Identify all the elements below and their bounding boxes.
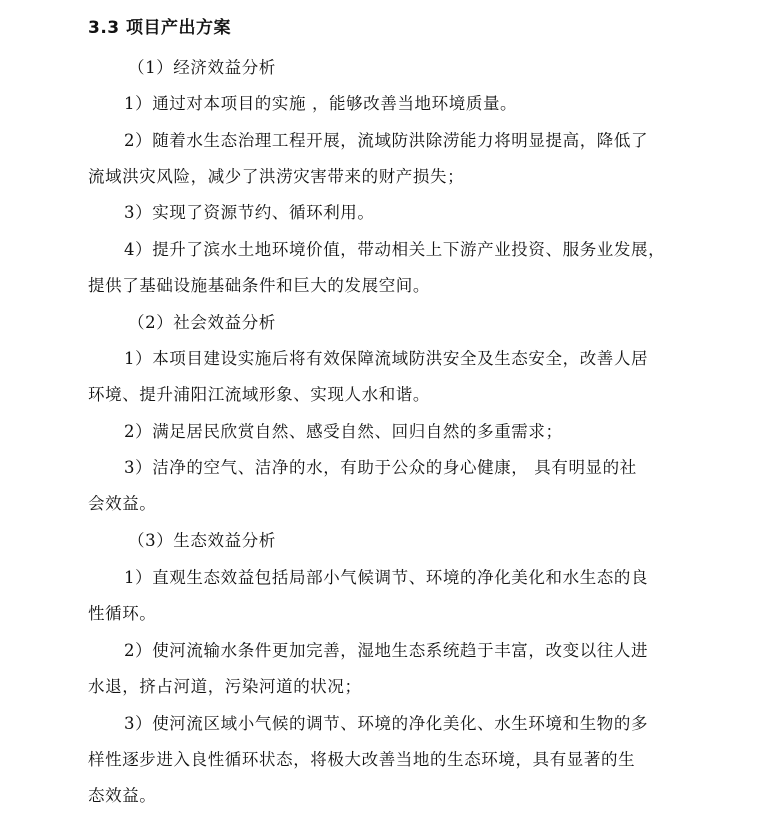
economic-item-2-line-2: 流域洪灾风险，减少了洪涝灾害带来的财产损失； xyxy=(88,167,465,186)
section-title: 项目产出方案 xyxy=(126,18,232,38)
ecological-item-3-line-3: 态效益。 xyxy=(88,786,157,805)
ecological-item-2-line-2: 水退，挤占河道，污染河道的状况； xyxy=(88,677,362,696)
economic-heading: （1）经济效益分析 xyxy=(128,58,276,77)
social-heading: （2）社会效益分析 xyxy=(128,313,276,332)
ecological-heading: （3）生态效益分析 xyxy=(128,531,276,550)
ecological-item-3-line-2: 样性逐步进入良性循环状态，将极大改善当地的生态环境，具有显著的生 xyxy=(88,750,636,769)
economic-item-3: 3）实现了资源节约、循环利用。 xyxy=(124,203,375,222)
ecological-item-3-line-1: 3）使河流区域小气候的调节、环境的净化美化、水生环境和生物的多 xyxy=(124,714,649,733)
economic-item-4-line-1: 4）提升了滨水土地环境价值，带动相关上下游产业投资、服务业发展， xyxy=(124,240,666,259)
ecological-item-1-line-1: 1）直观生态效益包括局部小气候调节、环境的净化美化和水生态的良 xyxy=(124,568,649,587)
section-number: 3.3 xyxy=(88,18,120,38)
social-item-3-line-2: 会效益。 xyxy=(88,494,157,513)
social-item-1-line-2: 环境、提升浦阳江流域形象、实现人水和谐。 xyxy=(88,385,430,404)
section-heading xyxy=(88,14,231,42)
social-item-3-line-1: 3）洁净的空气、洁净的水，有助于公众的身心健康， 具有明显的社 xyxy=(124,458,637,477)
social-item-2: 2）满足居民欣赏自然、感受自然、回归自然的多重需求； xyxy=(124,422,563,441)
economic-item-4-line-2: 提供了基础设施基础条件和巨大的发展空间。 xyxy=(88,276,430,295)
economic-item-2-line-1: 2）随着水生态治理工程开展，流域防洪除涝能力将明显提高，降低了 xyxy=(124,131,649,150)
social-item-1-line-1: 1）本项目建设实施后将有效保障流域防洪安全及生态安全，改善人居 xyxy=(124,349,649,368)
ecological-item-2-line-1: 2）使河流输水条件更加完善，湿地生态系统趋于丰富，改变以往人进 xyxy=(124,641,649,660)
ecological-item-1-line-2: 性循环。 xyxy=(88,604,157,623)
economic-item-1: 1）通过对本项目的实施 ，能够改善当地环境质量。 xyxy=(124,94,518,113)
